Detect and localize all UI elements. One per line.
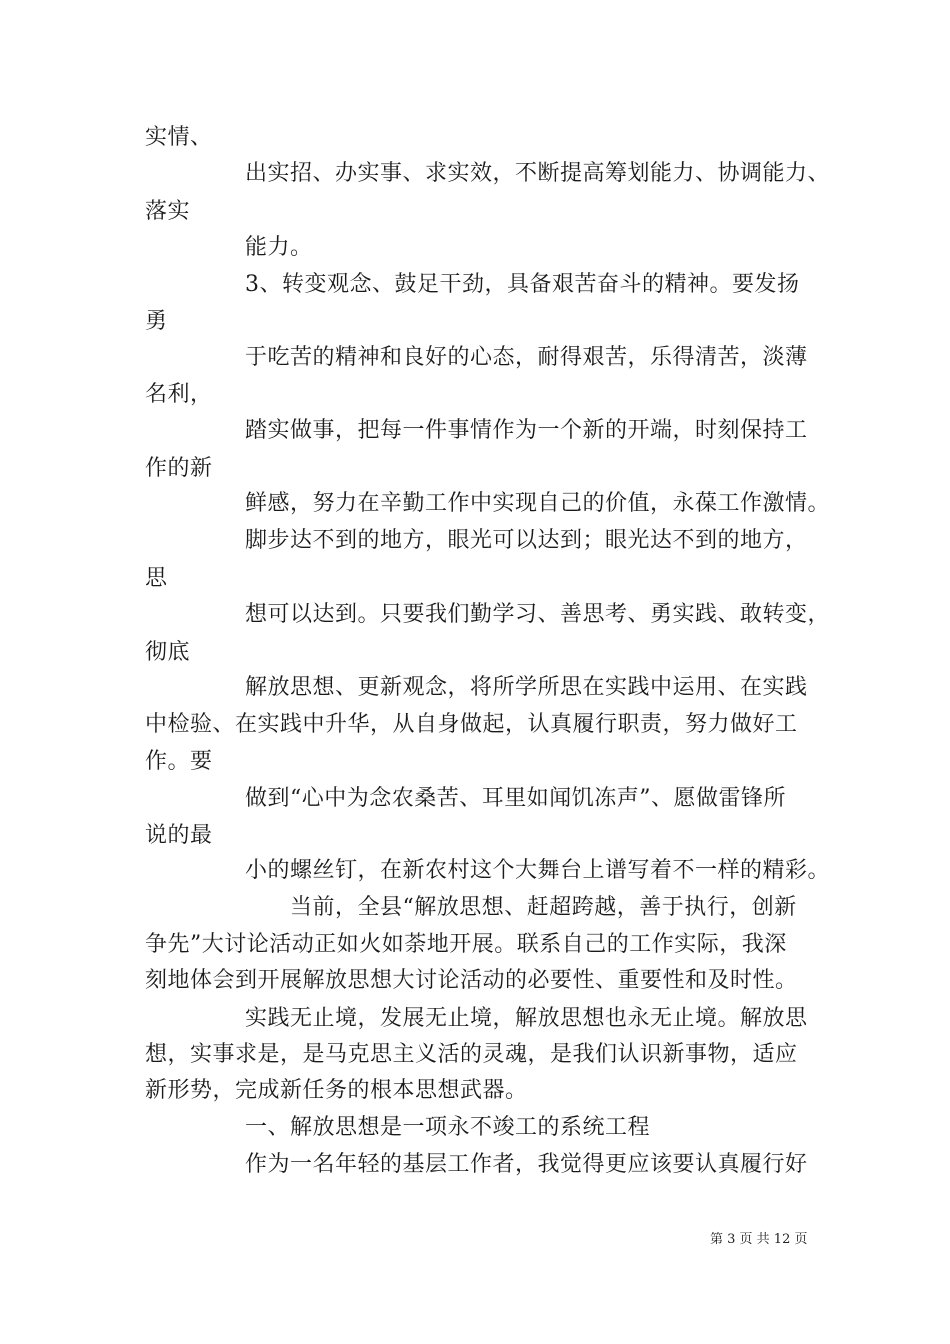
- text-line: 出实招、办实事、求实效，不断提高筹划能力、协调能力、: [245, 161, 831, 186]
- text-line: 想，实事求是，是马克思主义活的灵魂，是我们认识新事物，适应: [145, 1042, 798, 1067]
- text-line: 脚步达不到的地方，眼光可以达到；眼光达不到的地方，: [245, 528, 808, 553]
- text-line: 作。要: [145, 749, 213, 774]
- text-line: 作的新: [145, 456, 213, 481]
- text-line: 争先”大讨论活动正如火如荼地开展。联系自己的工作实际，我深: [145, 932, 787, 957]
- page-number: 第 3 页 共 12 页: [710, 1232, 808, 1247]
- text-line: 勇: [145, 309, 168, 334]
- text-line: 彻底: [145, 640, 191, 665]
- text-line: 踏实做事，把每一件事情作为一个新的开端，时刻保持工: [245, 418, 808, 443]
- text-line: 想可以达到。只要我们勤学习、善思考、勇实践、敢转变，: [245, 602, 831, 627]
- text-line: 落实: [145, 199, 191, 224]
- text-line: 思: [145, 566, 168, 591]
- text-line: 刻地体会到开展解放思想大讨论活动的必要性、重要性和及时性。: [145, 968, 798, 993]
- text-line: 解放思想、更新观念，将所学所思在实践中运用、在实践: [245, 675, 808, 700]
- text-line: 3、转变观念、鼓足干劲，具备艰苦奋斗的精神。要发扬: [245, 272, 800, 297]
- text-line: 新形势，完成新任务的根本思想武器。: [145, 1078, 528, 1103]
- text-line: 中检验、在实践中升华，从自身做起，认真履行职责，努力做好工: [145, 712, 798, 737]
- text-line: 实践无止境，发展无止境，解放思想也永无止境。解放思: [245, 1006, 808, 1031]
- section-heading: 一、解放思想是一项永不竣工的系统工程: [245, 1115, 651, 1140]
- text-line: 说的最: [145, 823, 213, 848]
- text-line: 作为一名年轻的基层工作者，我觉得更应该要认真履行好: [245, 1152, 808, 1177]
- text-line: 名利，: [145, 382, 213, 407]
- text-line: 能力。: [245, 235, 313, 260]
- text-line: 鲜感，努力在辛勤工作中实现自己的价值，永葆工作激情。: [245, 491, 831, 516]
- text-line: 于吃苦的精神和良好的心态，耐得艰苦，乐得清苦，淡薄: [245, 345, 808, 370]
- text-line: 当前，全县“解放思想、赶超跨越，善于执行，创新: [290, 895, 797, 920]
- text-line: 做到“心中为念农桑苦、耳里如闻饥冻声”、愿做雷锋所: [245, 786, 786, 811]
- text-line: 实情、: [145, 125, 213, 150]
- text-line: 小的螺丝钉，在新农村这个大舞台上谱写着不一样的精彩。: [245, 858, 831, 883]
